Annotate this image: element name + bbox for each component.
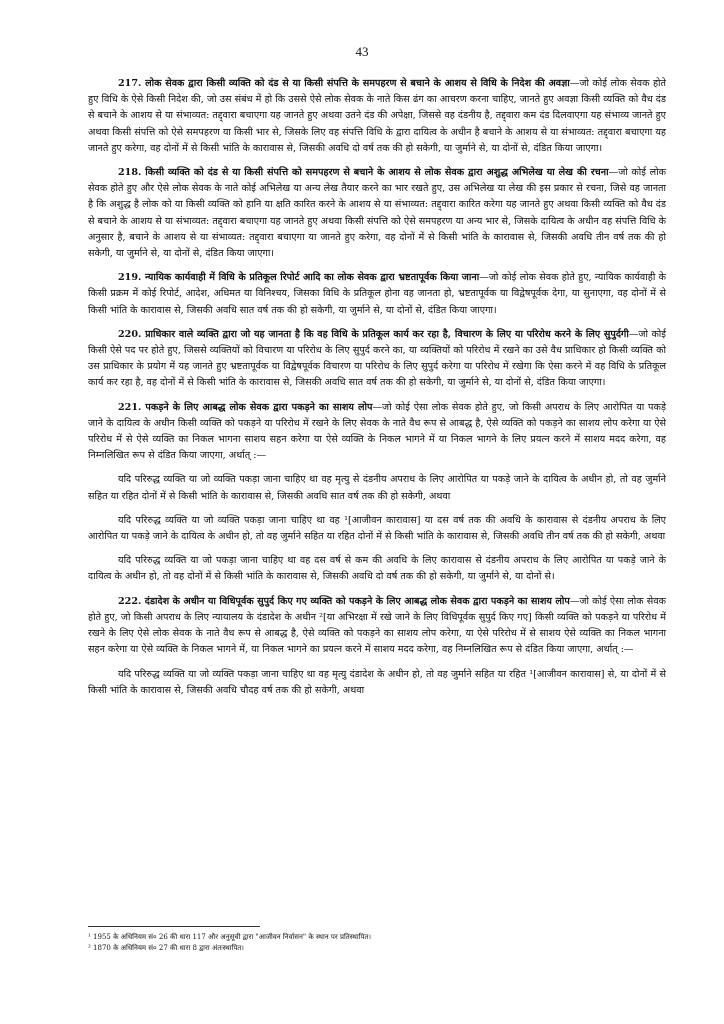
section-heading: 221. पकड़ने के लिए आबद्ध लोक सेवक द्वारा पकड़ने का साशय लोप	[118, 401, 373, 413]
section-218	[88, 165, 666, 262]
section-219	[88, 270, 666, 319]
section-text: —जो कोई लोक सेवक होते हुए और ऐसे लोक सेवक के नाते कोई अभिलेख या अन्य लेख तैयार करने का भार रखते हुए, उस अभिलेख या लेख की इस प्रकार से रचना, जिसे वह जानता है कि अशुद्ध है लोक को या किसी व्यक्ति को हानि या क्षति कारित करने के आशय से या संभाव्यत: तद्द्वारा कारित करेगा यह जानते हुए अथवा किसी व्यक्ति को वैध दंड से बचाने के आशय से या संभाव्यत: तद्द्वारा बचाएगा यह जानते हुए अथवा किसी संपत्ति को ऐसे समपहरण या अन्य भार से, जिसके दायित्व के अधीन वह संपत्ति विधि के अनुसार है, बचाने के आशय से या संभाव्यत: तद्द्वारा बचाएगा या जानते हुए करेगा, वह दोनों में से किसी भांति के कारावास से, जिसकी अवधि तीन वर्ष तक की हो सकेगी, या जुर्माने से, या दोनों से, दंडित किया जाएगा।	[88, 167, 666, 260]
clause-221-3: यदि परिरुद्ध व्यक्ति या जो पकड़ा जाना चाहिए था वह दस वर्ष से कम की अवधि के लिए कारावास से दंडनीय अपराध के लिए आरोपित या पकड़े जाने के दायित्व के अधीन हो, तो वह दोनों में से किसी भांति के कारावास से, जिसकी अवधि दो वर्ष तक की हो सकेगी, या जुर्माने से, या दोनों से।	[88, 555, 666, 583]
section-heading: 217. लोक सेवक द्वारा किसी व्यक्ति को दंड से या किसी संपत्ति के समपहरण से बचाने के आशय से विधि के निदेश की अवज्ञा	[118, 78, 570, 89]
section-220	[88, 327, 666, 392]
footnote-1: ¹ 1955 के अधिनियम सं० 26 की धारा 117 और अनुसूची द्वारा "आजीवन निर्वासन" के स्थान पर प्रतिस्थापित।	[88, 933, 372, 941]
section-text: —जो कोई लोक सेवक होते हुए, न्यायिक कार्यवाही के किसी प्रक्रम में कोई रिपोर्ट, आदेश, अधिमत या विनिश्चय, जिसका विधि के प्रतिकूल होना वह जानता हो, भ्रष्टतापूर्वक या विद्वेषपूर्वक देगा, या सुनाएगा, वह दोनों में से किसी भांति के कारावास से, जिसकी अवधि सात वर्ष तक की हो सकेगी, या जुर्माने से, या दोनों से, दंडित किया जाएगा।	[88, 272, 666, 316]
section-222	[88, 594, 666, 659]
section-heading: 219. न्यायिक कार्यवाही में विधि के प्रतिकूल रिपोर्ट आदि का लोक सेवक द्वारा भ्रष्टतापूर्वक किया जाना	[118, 272, 480, 284]
document-body	[88, 76, 666, 707]
footnote-2: ² 1870 के अधिनियम सं० 27 की धारा 8 द्वारा अंतःस्थापित।	[88, 944, 244, 952]
section-221	[88, 400, 666, 465]
page-number: 43	[355, 44, 369, 59]
footnote-divider	[88, 926, 260, 927]
section-text: —जो कोई ऐसा लोक सेवक होते हुए, जो किसी अपराध के लिए आरोपित या पकड़े जाने के दायित्व के अधीन किसी व्यक्ति को पकड़ने या परिरोध में रखने के लिए सेवक के नाते वैध रूप से आबद्ध है, ऐसे व्यक्ति को पकड़ने का साशय लोप करेगा या ऐसे परिरोध में से ऐसे व्यक्ति का निकल भागना साशय सहन करेगा या ऐसे व्यक्ति के निकल भागने में या निकल भागने के लिए प्रयत्न करने में साशय मदद करेगा, वह निम्नलिखित रूप से दंडित किया जाएगा, अर्थात्‌ :—	[88, 401, 667, 462]
section-217	[88, 76, 666, 157]
section-text: —जो कोई लोक सेवक होते हुए विधि के ऐसे किसी निदेश की, जो उस संबंध में हो कि उससे ऐसे लोक सेवक के नाते किस ढंग का आचरण करना चाहिए, जानते हुए अवज्ञा किसी व्यक्ति को वैध दंड से बचाने के आशय से या संभाव्यत: तद्द्वारा बचाएगा यह जानते हुए अथवा उतने दंड की अपेक्षा, जिससे वह दंडनीय है, तद्द्वारा कम दंड दिलवाएगा यह संभाव्य जानते हुए अथवा किसी संपत्ति को ऐसे समपहरण या किसी भार से, जिसके लिए वह संपत्ति विधि के द्वारा दायित्व के अधीन है बचाने के आशय से या संभाव्यत: तद्द्वारा बचाएगा यह जानते हुए करेगा, वह दोनों में से किसी भांति के कारावास से, जिसकी अवधि दो वर्ष तक की हो सकेगी, या जुर्माने से, या दोनों से, दंडित किया जाएगा।	[88, 78, 666, 154]
section-heading: 220. प्राधिकार वाले व्यक्ति द्वारा जो यह जानता है कि वह विधि के प्रतिकूल कार्य कर रहा है, विचारण के लिए या परिरोध करने के लिए सुपुर्दगी	[118, 328, 629, 340]
clause-222-1: यदि परिरुद्ध व्यक्ति या जो व्यक्ति पकड़ा जाना चाहिए था वह मृत्यु दंडादेश के अधीन हो, तो वह जुर्माने सहित या रहित ¹[आजीवन कारावास] से, या दोनों में से किसी भांति के कारावास से, जिसकी अवधि चौदह वर्ष तक की हो सकेगी, अथवा	[88, 668, 666, 696]
section-heading: 222. दंडादेश के अधीन या विधिपूर्वक सुपुर्द किए गए व्यक्ति को पकड़ने के लिए आबद्ध लोक सेवक द्वारा पकड़ने का साशय लोप	[118, 595, 570, 607]
clause-221-1: यदि परिरुद्ध व्यक्ति या जो व्यक्ति पकड़ा जाना चाहिए था वह मृत्यु से दंडनीय अपराध के लिए आरोपित या पकड़े जाने के दायित्व के अधीन हो, तो वह जुर्माने सहित या रहित दोनों में से किसी भांति के कारावास से, जिसकी अवधि सात वर्ष तक की हो सकेगी, अथवा	[88, 474, 666, 502]
section-heading: 218. किसी व्यक्ति को दंड से या किसी संपत्ति को समपहरण से बचाने के आशय से लोक सेवक द्वारा अशुद्ध अभिलेख या लेख की रचना	[118, 167, 609, 179]
footnotes	[88, 932, 668, 954]
section-text: —जो कोई ऐसा लोक सेवक होते हुए, जो किसी अपराध के लिए न्यायालय के दंडादेश के अधीन ²[या अभिरक्षा में रखे जाने के लिए विधिपूर्वक सुपुर्द किए गए] किसी व्यक्ति को पकड़ने या परिरोध में रखने के लिए ऐसे लोक सेवक के नाते वैध रूप से आबद्ध है, ऐसे व्यक्ति को पकड़ने का साशय लोप करेगा, या ऐसे परिरोध में से साशय ऐसे व्यक्ति का निकल भागना सहन करेगा या ऐसे व्यक्ति के निकल भागने में, या निकल भागने का प्रयत्न करने में साशय मदद करेगा, वह निम्नलिखित रूप से दंडित किया जाएगा, अर्थात्‌ :—	[88, 595, 666, 656]
section-text: —जो कोई किसी ऐसे पद पर होते हुए, जिससे व्यक्तियों को विचारण या परिरोध के लिए सुपुर्द करने का, या व्यक्तियों को परिरोध में रखने का उसे वैध प्राधिकार हो किसी व्यक्ति को उस प्राधिकार के प्रयोग में यह जानते हुए भ्रष्टतापूर्वक या विद्वेषपूर्वक विचारण या परिरोध के लिए सुपुर्द करेगा या परिरोध में रखेगा कि ऐसा करने में वह विधि के प्रतिकूल कार्य कर रहा है, वह दोनों में से किसी भांति के कारावास से, जिसकी अवधि सात वर्ष तक की हो सकेगी, या जुर्माने से, या दोनों से, दंडित किया जाएगा।	[88, 328, 667, 389]
clause-221-2: यदि परिरुद्ध व्यक्ति या जो व्यक्ति पकड़ा जाना चाहिए था वह ¹[आजीवन कारावास] या दस वर्ष तक की अवधि के कारावास से दंडनीय अपराध के लिए आरोपित या पकड़े जाने के दायित्व के अधीन हो, तो वह जुर्माने सहित या रहित दोनों में से किसी भांति के कारावास से, जिसकी अवधि तीन वर्ष तक की हो सकेगी, अथवा	[88, 514, 666, 543]
